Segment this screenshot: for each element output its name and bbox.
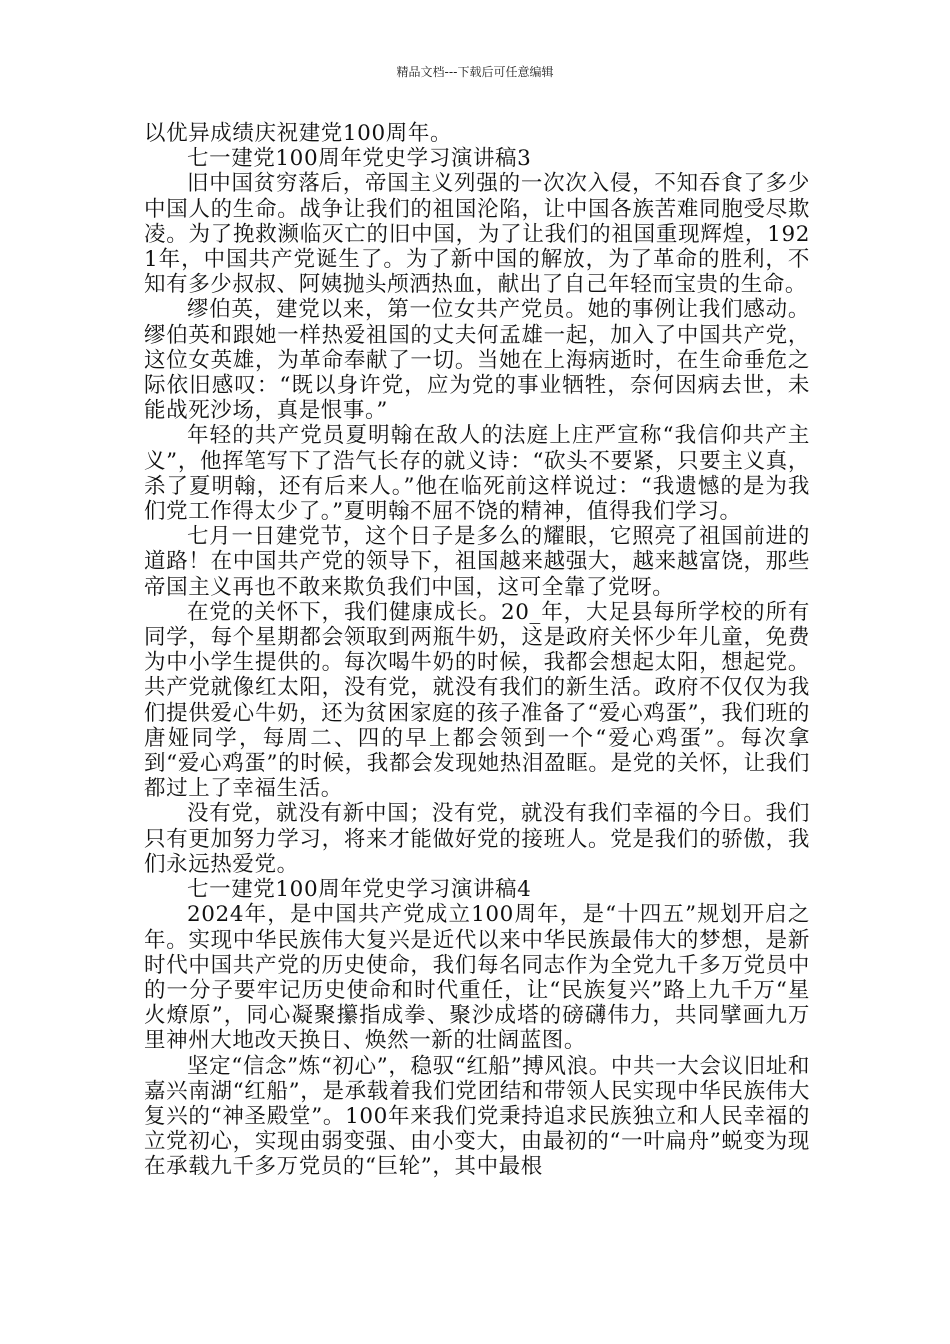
page-header: 精品文档---下载后可任意编辑	[396, 65, 554, 79]
paragraph: 七月一日建党节，这个日子是多么的耀眼，它照亮了祖国前进的道路！在中国共产党的领导下，祖国越来越强大，越来越富饶，那些帝国主义再也不敢来欺负我们中国，这可全靠了党呀。	[144, 524, 810, 600]
paragraph: 2024年，是中国共产党成立100周年，是“十四五”规划开启之年。实现中华民族伟大复兴是近代以来中华民族最伟大的梦想，是新时代中国共产党的历史使命，我们每名同志作为全党九千多万党员中的一分子要牢记历史使命和时代重任，让“民族复兴”路上九千万“星火燎原”，同心凝聚攥指成拳、聚沙成塔的磅礴伟力，共同擘画九万里神州大地改天换日、焕然一新的壮阔蓝图。	[144, 902, 810, 1054]
paragraph: 在党的关怀下，我们健康成长。20_年，大足县每所学校的所有同学，每个星期都会领取到两瓶牛奶，这是政府关怀少年儿童，免费为中小学生提供的。每次喝牛奶的时候，我都会想起太阳，想起党。共产党就像红太阳，没有党，就没有我们的新生活。政府不仅仅为我们提供爱心牛奶，还为贫困家庭的孩子准备了“爱心鸡蛋”，我们班的唐娅同学，每周二、四的早上都会领到一个“爱心鸡蛋”。每次拿到“爱心鸡蛋”的时候，我都会发现她热泪盈眶。是党的关怀，让我们都过上了幸福生活。	[144, 599, 810, 802]
paragraph: 以优异成绩庆祝建党100周年。	[144, 121, 453, 146]
section-heading: 七一建党100周年党史学习演讲稿3	[187, 146, 532, 172]
section-heading: 七一建党100周年党史学习演讲稿4	[187, 877, 532, 903]
document-body	[144, 121, 810, 1180]
paragraph: 没有党，就没有新中国；没有党，就没有我们幸福的今日。我们只有更加努力学习，将来才能做好党的接班人。党是我们的骄傲，我们永远热爱党。	[144, 801, 810, 877]
paragraph: 坚定“信念”炼“初心”，稳驭“红船”搏风浪。中共一大会议旧址和嘉兴南湖“红船”，是承载着我们党团结和带领人民实现中华民族伟大复兴的“神圣殿堂”。100年来我们党秉持追求民族独立和人民幸福的立党初心，实现由弱变强、由小变大，由最初的“一叶扁舟”蜕变为现在承载九千多万党员的“巨轮”，其中最根	[144, 1053, 810, 1180]
paragraph: 年轻的共产党员夏明翰在敌人的法庭上庄严宣称“我信仰共产主义”，他挥笔写下了浩气长存的就义诗：“砍头不要紧，只要主义真，杀了夏明翰，还有后来人。”他在临死前这样说过：“我遗憾的是为我们党工作得太少了。”夏明翰不屈不饶的精神，值得我们学习。	[144, 423, 810, 525]
paragraph: 缪伯英，建党以来，第一位女共产党员。她的事例让我们感动。缪伯英和跟她一样热爱祖国的丈夫何孟雄一起，加入了中国共产党，这位女英雄，为革命奉献了一切。当她在上海病逝时，在生命垂危之际依旧感叹：“既以身许党，应为党的事业牺牲，奈何因病去世，未能战死沙场，真是恨事。”	[144, 297, 810, 424]
paragraph: 旧中国贫穷落后，帝国主义列强的一次次入侵，不知吞食了多少中国人的生命。战争让我们的祖国沦陷，让中国各族苦难同胞受尽欺凌。为了挽救濒临灭亡的旧中国，为了让我们的祖国重现辉煌，1921年，中国共产党诞生了。为了新中国的解放，为了革命的胜利，不知有多少叔叔、阿姨抛头颅洒热血，献出了自己年轻而宝贵的生命。	[144, 171, 810, 298]
